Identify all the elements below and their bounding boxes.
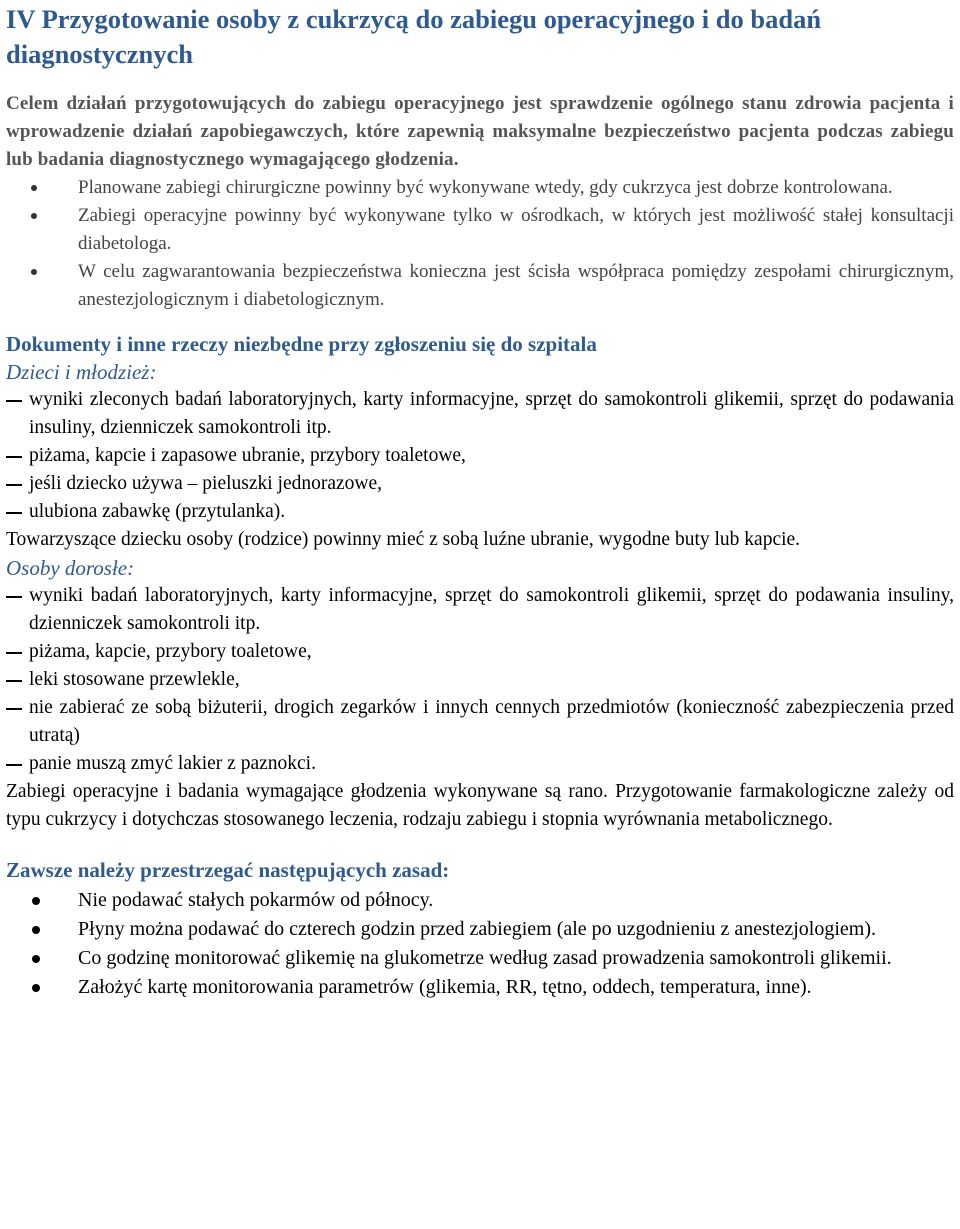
list-item [6,442,954,470]
list-item-text: wyniki badań laboratoryjnych, karty informacyjne, sprzęt do samokontroli glikemii, sprzęt do podawania insuliny, dzienniczek samokontroli itp. [29,585,954,634]
intro-paragraph: Celem działań przygotowujących do zabiegu operacyjnego jest sprawdzenie ogólnego stanu zdrowia pacjenta i wprowadzenie działań zapobiegawczych, które zapewnią maksymalne bezpieczeństwo pacjenta podczas zabiegu lub badania diagnostycznego wymagającego głodzenia. [6,93,954,170]
list-item-text: panie muszą zmyć lakier z paznokci. [29,753,316,774]
list-item [6,470,954,498]
list-item-text: W celu zagwarantowania bezpieczeństwa konieczna jest ścisła współpraca pomiędzy zespołami chirurgicznym, anestezjologicznym i diabetologicznym. [78,261,954,310]
documents-heading: Dokumenty i inne rzeczy niezbędne przy zgłoszeniu się do szpitala [6,332,597,356]
bullet-icon [32,897,40,905]
list-item [6,638,954,666]
list-item-text: Planowane zabiegi chirurgiczne powinny być wykonywane wtedy, gdy cukrzyca jest dobrze kontrolowana. [78,177,893,198]
bullet-icon [32,955,40,963]
list-item [6,886,954,915]
list-item-text: piżama, kapcie, przybory toaletowe, [29,641,312,662]
dash-icon [6,708,22,710]
dash-icon [6,400,22,402]
list-item-text: Nie podawać stałych pokarmów od północy. [78,889,434,911]
bullet-icon [31,185,37,191]
list-item [6,258,954,314]
bullet-icon [31,213,37,219]
document-page [6,0,954,1002]
list-item [6,498,954,526]
rules-list [6,886,954,1002]
list-item [6,202,954,258]
list-item [6,174,954,202]
dash-icon [6,512,22,514]
intro-bullet-list [6,174,954,314]
dash-icon [6,484,22,486]
list-item-text: Płyny można podawać do czterech godzin przed zabiegiem (ale po uzgodnieniu z anestezjologiem). [78,918,877,940]
list-item-text: Zabiegi operacyjne powinny być wykonywane tylko w ośrodkach, w których jest możliwość stałej konsultacji diabetologa. [78,205,954,254]
bullet-icon [31,269,37,275]
list-item-text: ulubiona zabawkę (przytulanka). [29,501,286,522]
adults-heading: Osoby dorosłe: [6,556,135,580]
dash-icon [6,596,22,598]
list-item [6,666,954,694]
list-item-text: Co godzinę monitorować glikemię na glukometrze według zasad prowadzenia samokontroli glikemii. [78,947,892,969]
list-item [6,973,954,1002]
list-item [6,750,954,778]
adults-note: Zabiegi operacyjne i badania wymagające głodzenia wykonywane są rano. Przygotowanie farmakologiczne zależy od typu cukrzycy i dotychczas stosowanego leczenia, rodzaju zabiegu i stopnia wyrównania metabolicznego. [6,781,954,830]
bullet-icon [32,984,40,992]
list-item-text: wyniki zleconych badań laboratoryjnych, karty informacyjne, sprzęt do samokontroli glikemii, sprzęt do podawania insuliny, dzienniczek samokontroli itp. [29,389,954,438]
dash-icon [6,456,22,458]
list-item [6,915,954,944]
list-item-text: Założyć kartę monitorowania parametrów (glikemia, RR, tętno, oddech, temperatura, inne). [78,976,812,998]
list-item-text: nie zabierać ze sobą biżuterii, drogich zegarków i innych cennych przedmiotów (konieczność zabezpieczenia przed utratą) [29,697,954,746]
list-item [6,944,954,973]
bullet-icon [32,926,40,934]
list-item [6,386,954,442]
rules-heading: Zawsze należy przestrzegać następujących zasad: [6,858,450,882]
children-heading: Dzieci i młodzież: [6,360,157,384]
list-item-text: leki stosowane przewlekle, [29,669,240,690]
children-list [6,386,954,526]
page-title: IV Przygotowanie osoby z cukrzycą do zabiegu operacyjnego i do badań diagnostycznych [6,4,822,69]
adults-list [6,582,954,778]
dash-icon [6,652,22,654]
children-note: Towarzyszące dziecku osoby (rodzice) powinny mieć z sobą luźne ubranie, wygodne buty lub kapcie. [6,529,801,550]
dash-icon [6,680,22,682]
dash-icon [6,764,22,766]
list-item-text: piżama, kapcie i zapasowe ubranie, przybory toaletowe, [29,445,466,466]
list-item [6,582,954,638]
list-item [6,694,954,750]
list-item-text: jeśli dziecko używa – pieluszki jednorazowe, [29,473,383,494]
